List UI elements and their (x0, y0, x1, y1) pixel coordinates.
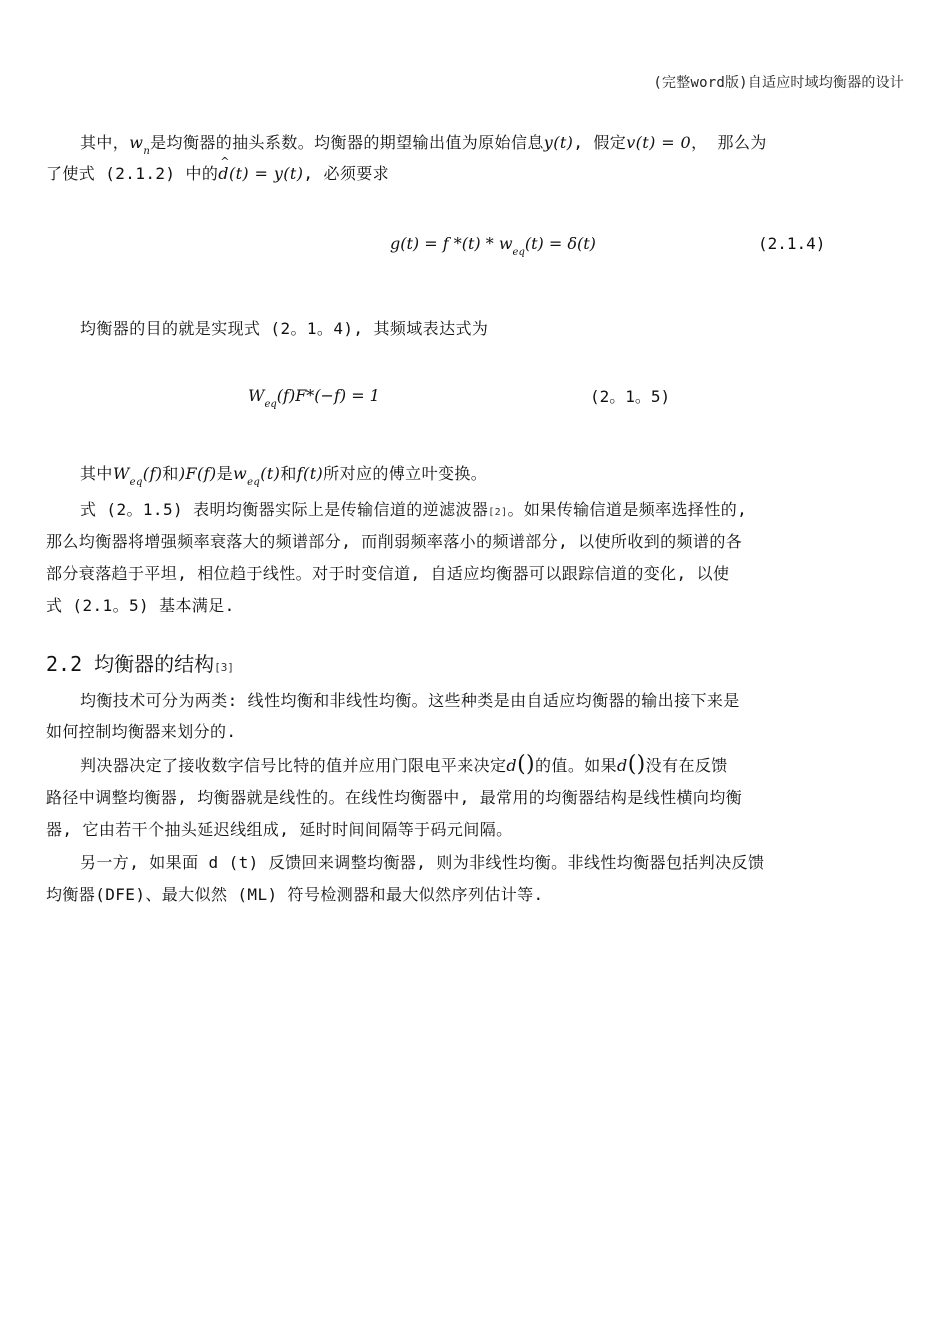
citation: [3] (214, 661, 235, 674)
text: 和 (280, 464, 297, 483)
paragraph-line: 如何控制均衡器来划分的. (46, 722, 237, 741)
text: 其中， (80, 133, 130, 152)
equation-2-1-4: g(t) = f $*(t) * w_{eq}(t) = \delta(t)$ (390, 234, 596, 258)
text: 和 (162, 464, 179, 483)
math-ft: f(t) (296, 464, 324, 483)
paragraph-line (46, 161, 389, 184)
paragraph-line: 均衡技术可分为两类: 线性均衡和非线性均衡。这些种类是由自适应均衡器的输出接下来是 (80, 691, 740, 710)
citation: [2] (488, 507, 508, 518)
section-heading: 2.2 均衡器的结构[3] (46, 652, 235, 676)
paragraph-line: 均衡器的目的就是实现式 (2。1。4), 其频域表达式为 (80, 319, 489, 338)
text: , 假定 (573, 133, 627, 152)
math-Ff: )F(f) (178, 464, 217, 483)
math-wn: $w_n$ (129, 133, 151, 157)
paragraph-line (46, 130, 767, 157)
math-d: d (617, 756, 628, 775)
math-vt: v(t) = 0 (626, 133, 692, 152)
paragraph-line: 另一方, 如果面 d (t) 反馈回来调整均衡器, 则为非线性均衡。非线性均衡器包括判决反馈 (80, 853, 765, 872)
math-dt: ^ d(t) = y(t) (218, 164, 303, 183)
equation-number: (2.1.4) (758, 234, 826, 253)
paragraph-line: 式 (2。1.5) 表明均衡器实际上是传输信道的逆滤波器[2]。如果传输信道是频率选择性的, (80, 500, 748, 519)
math-weq: $w_{eq}(t)$ (232, 464, 281, 488)
paragraph-line: 器, 它由若干个抽头延迟线组成, 延时时间间隔等于码元间隔。 (46, 820, 513, 839)
text: 了使式 (2.1.2) 中的 (46, 164, 219, 183)
text: 是 (216, 464, 233, 483)
math-Weq: $W_{eq}(f)$ (112, 464, 163, 488)
math-d: d (506, 756, 518, 775)
text: , 必须要求 (303, 164, 390, 183)
paragraph-line: 均衡器(DFE)、最大似然 (ML) 符号检测器和最大似然序列估计等. (46, 885, 544, 904)
equation-2-1-5: $W_{eq}(f)F*(-f) = 1$ (248, 386, 380, 410)
text: 是均衡器的抽头系数。均衡器的期望输出值为原始信息 (150, 133, 544, 152)
paragraph-line: 判决器决定了接收数字信号比特的值并应用门限电平来决定d()的值。如果d()没有在反馈 (80, 752, 728, 777)
paragraph-line: 部分衰落趋于平坦, 相位趋于线性。对于时变信道, 自适应均衡器可以跟踪信道的变化, 以使 (46, 564, 730, 583)
text: ， 那么为 (691, 133, 767, 152)
text: 其中 (80, 464, 113, 483)
text: 所对应的傅立叶变换。 (323, 464, 488, 483)
paren-glyph: () (517, 752, 536, 777)
paragraph-line: 那么均衡器将增强频率衰落大的频谱部分, 而削弱频率落小的频谱部分, 以使所收到的频谱的各 (46, 532, 743, 551)
paragraph-line: 式 (2.1。5) 基本满足. (46, 596, 235, 615)
paragraph-line: 路径中调整均衡器, 均衡器就是线性的。在线性均衡器中, 最常用的均衡器结构是线性横向均衡 (46, 788, 743, 807)
document-header: (完整word版)自适应时域均衡器的设计 (653, 75, 904, 91)
math-yt: y(t) (543, 133, 574, 152)
equation-number: (2。1。5) (590, 387, 671, 406)
paragraph-line (46, 461, 488, 488)
paren-glyph: () (627, 752, 646, 777)
